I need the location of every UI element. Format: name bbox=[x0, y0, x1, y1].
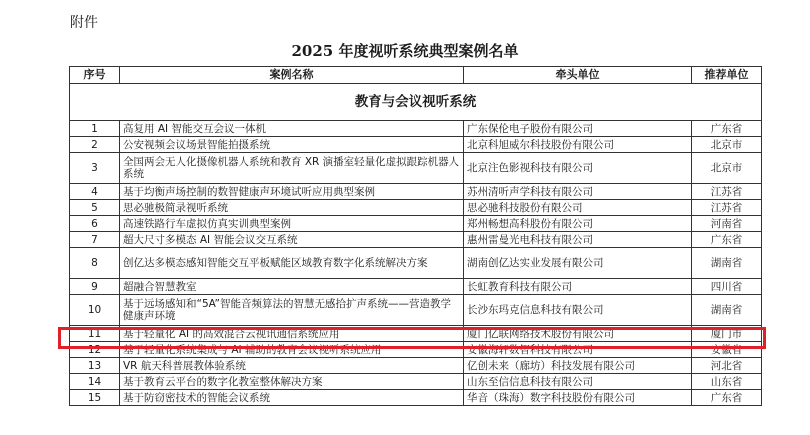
table-header-row bbox=[70, 67, 762, 84]
table-row bbox=[70, 390, 762, 406]
case-name: 超大尺寸多模态 AI 智能会议交互系统 bbox=[120, 232, 464, 248]
lead-unit: 安徽海轩数智科技有限公司 bbox=[464, 342, 692, 358]
lead-unit: 郑州畅想高科股份有限公司 bbox=[464, 216, 692, 232]
lead-unit: 山东至信信息科技有限公司 bbox=[464, 374, 692, 390]
case-name: 创亿达多模态感知智能交互平板赋能区域教育数字化系统解决方案 bbox=[120, 248, 464, 279]
table-row bbox=[70, 326, 762, 342]
case-name: 高复用 AI 智能交互会议一体机 bbox=[120, 121, 464, 137]
lead-unit: 广东保伦电子股份有限公司 bbox=[464, 121, 692, 137]
row-number: 15 bbox=[70, 390, 120, 406]
table-row bbox=[70, 279, 762, 295]
table-row bbox=[70, 153, 762, 184]
case-list-table bbox=[69, 66, 762, 406]
case-name: 基于轻量化系统集成与 AI 辅助的教育会议视听系统应用 bbox=[120, 342, 464, 358]
lead-unit: 长虹教育科技有限公司 bbox=[464, 279, 692, 295]
case-name: 思必驰极简录视听系统 bbox=[120, 200, 464, 216]
row-number: 4 bbox=[70, 184, 120, 200]
table-row bbox=[70, 295, 762, 326]
row-number: 2 bbox=[70, 137, 120, 153]
recommending-unit: 湖南省 bbox=[692, 295, 762, 326]
case-name: 超融合智慧教室 bbox=[120, 279, 464, 295]
header-no: 序号 bbox=[70, 67, 120, 84]
document-title: 2025 年度视听系统典型案例名单 bbox=[291, 42, 519, 60]
header-recommending-unit: 推荐单位 bbox=[692, 67, 762, 84]
case-name: 基于教育云平台的数字化教室整体解决方案 bbox=[120, 374, 464, 390]
recommending-unit: 河北省 bbox=[692, 358, 762, 374]
row-number: 5 bbox=[70, 200, 120, 216]
recommending-unit: 北京市 bbox=[692, 153, 762, 184]
section-title: 教育与会议视听系统 bbox=[70, 84, 762, 121]
case-name: 基于均衡声场控制的数智健康声环境试听应用典型案例 bbox=[120, 184, 464, 200]
header-lead-unit: 牵头单位 bbox=[464, 67, 692, 84]
case-name: VR 航天科普展教体验系统 bbox=[120, 358, 464, 374]
row-number: 3 bbox=[70, 153, 120, 184]
lead-unit: 湖南创亿达实业发展有限公司 bbox=[464, 248, 692, 279]
attachment-label: 附件 bbox=[70, 15, 98, 31]
row-number: 13 bbox=[70, 358, 120, 374]
row-number: 9 bbox=[70, 279, 120, 295]
table-row bbox=[70, 121, 762, 137]
lead-unit: 苏州清听声学科技有限公司 bbox=[464, 184, 692, 200]
header-case-name: 案例名称 bbox=[120, 67, 464, 84]
lead-unit: 北京科旭威尔科技股份有限公司 bbox=[464, 137, 692, 153]
row-number: 8 bbox=[70, 248, 120, 279]
recommending-unit: 广东省 bbox=[692, 232, 762, 248]
recommending-unit: 河南省 bbox=[692, 216, 762, 232]
lead-unit: 亿创未来（廊坊）科技发展有限公司 bbox=[464, 358, 692, 374]
row-number: 6 bbox=[70, 216, 120, 232]
row-number: 1 bbox=[70, 121, 120, 137]
table-row bbox=[70, 184, 762, 200]
row-number: 14 bbox=[70, 374, 120, 390]
case-name: 基于远场感知和“5A”智能音频算法的智慧无感拾扩声系统——营造教学健康声环境 bbox=[120, 295, 464, 326]
case-name: 基于轻量化 AI 的高效混合云视讯通信系统应用 bbox=[120, 326, 464, 342]
table-row bbox=[70, 374, 762, 390]
row-number: 7 bbox=[70, 232, 120, 248]
table-row bbox=[70, 137, 762, 153]
table-row bbox=[70, 200, 762, 216]
table-row bbox=[70, 232, 762, 248]
lead-unit: 北京注色影视科技有限公司 bbox=[464, 153, 692, 184]
case-name: 全国两会无人化摄像机器人系统和教育 XR 演播室轻量化虚拟跟踪机器人系统 bbox=[120, 153, 464, 184]
table-row bbox=[70, 358, 762, 374]
recommending-unit: 山东省 bbox=[692, 374, 762, 390]
case-name: 基于防窃密技术的智能会议系统 bbox=[120, 390, 464, 406]
recommending-unit: 江苏省 bbox=[692, 184, 762, 200]
recommending-unit: 厦门市 bbox=[692, 326, 762, 342]
section-row bbox=[70, 84, 762, 121]
recommending-unit: 北京市 bbox=[692, 137, 762, 153]
lead-unit: 惠州雷曼光电科技有限公司 bbox=[464, 232, 692, 248]
recommending-unit: 安徽省 bbox=[692, 342, 762, 358]
recommending-unit: 江苏省 bbox=[692, 200, 762, 216]
recommending-unit: 四川省 bbox=[692, 279, 762, 295]
case-name: 公安视频会议场景智能拍摄系统 bbox=[120, 137, 464, 153]
table-row bbox=[70, 248, 762, 279]
case-name: 高速铁路行车虚拟仿真实训典型案例 bbox=[120, 216, 464, 232]
row-number: 10 bbox=[70, 295, 120, 326]
table-row bbox=[70, 216, 762, 232]
lead-unit: 华音（珠海）数字科技股份有限公司 bbox=[464, 390, 692, 406]
recommending-unit: 湖南省 bbox=[692, 248, 762, 279]
recommending-unit: 广东省 bbox=[692, 121, 762, 137]
table-row bbox=[70, 342, 762, 358]
recommending-unit: 广东省 bbox=[692, 390, 762, 406]
lead-unit: 思必驰科技股份有限公司 bbox=[464, 200, 692, 216]
row-number: 12 bbox=[70, 342, 120, 358]
lead-unit: 厦门亿联网络技术股份有限公司 bbox=[464, 326, 692, 342]
lead-unit: 长沙东玛克信息科技有限公司 bbox=[464, 295, 692, 326]
row-number: 11 bbox=[70, 326, 120, 342]
